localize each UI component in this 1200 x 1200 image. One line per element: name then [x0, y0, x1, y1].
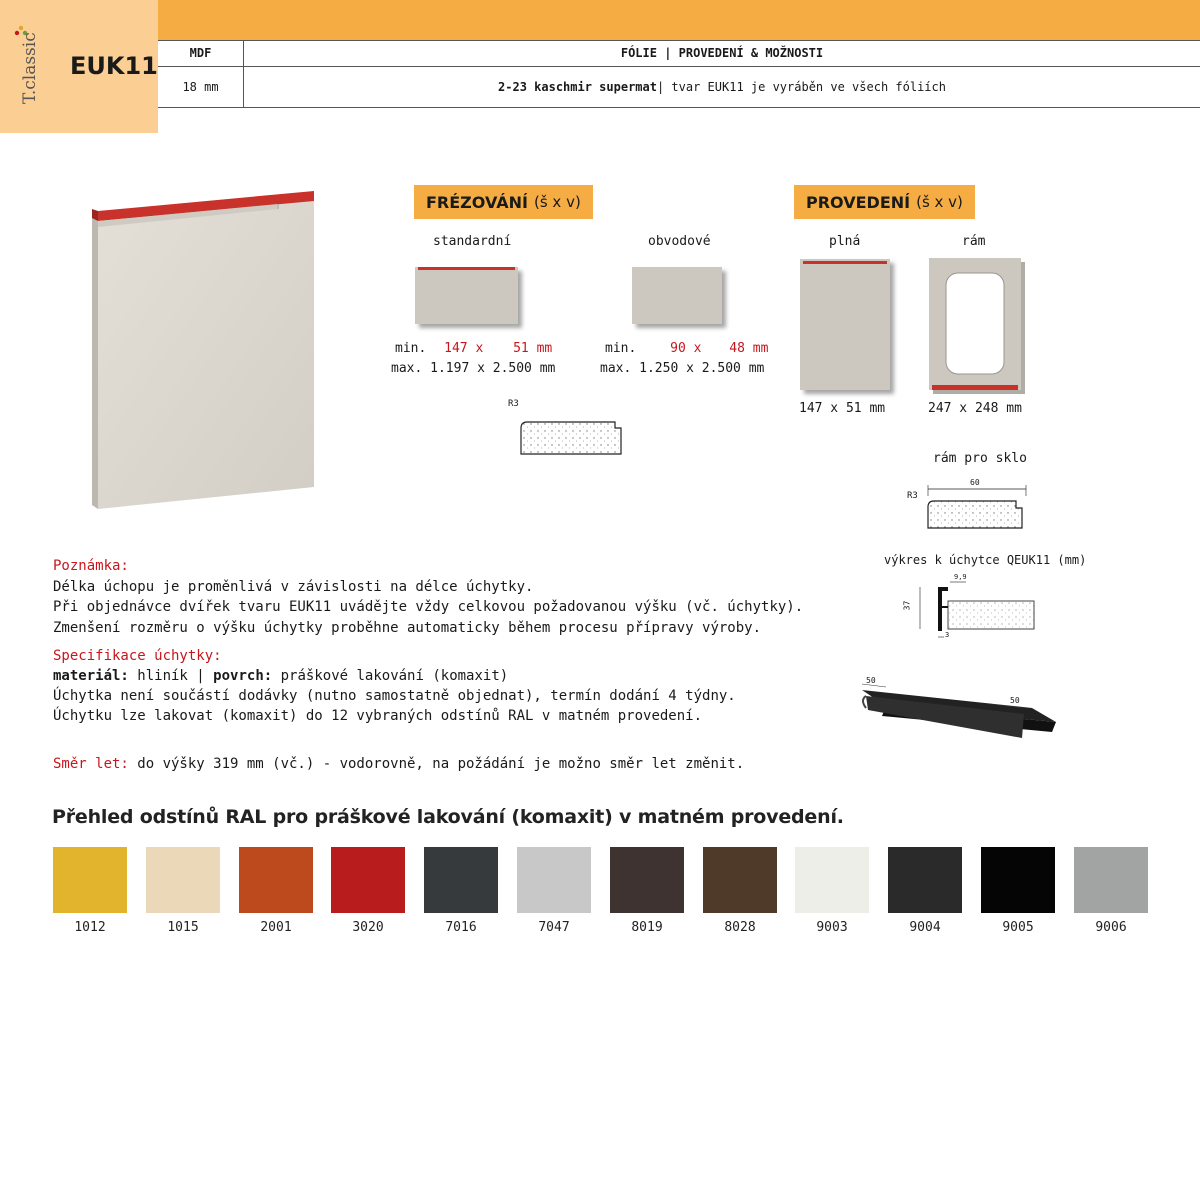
- ral-swatch-7016: [424, 847, 498, 913]
- provedeni-tag-sub: (š x v): [916, 193, 963, 211]
- frezovani-tag-title: FRÉZOVÁNÍ: [426, 192, 528, 212]
- spec-line: Úchytka není součástí dodávky (nutno samostatně objednat), termín dodání 4 týdny.: [53, 688, 736, 704]
- frezovani-tag-sub: (š x v): [533, 193, 581, 211]
- ram-sklo-r3-label: R3: [907, 491, 918, 501]
- poznamka-line: Zmenšení rozměru o výšku úchytky proběhne automaticky během procesu přípravy výroby.: [53, 620, 762, 636]
- spec-material-line: [53, 668, 508, 684]
- ral-swatch-1012: [53, 847, 127, 913]
- ral-swatch-code: 7016: [445, 920, 477, 935]
- ral-swatch-code: 2001: [260, 920, 292, 935]
- standard-panel-handle: [418, 267, 515, 270]
- ram-sklo-label: rám pro sklo: [933, 451, 1027, 466]
- ram-sklo-width-label: 60: [970, 478, 980, 487]
- obvodove-min-w: 90 x: [670, 341, 702, 356]
- plna-label: plná: [829, 234, 861, 249]
- plna-panel: [800, 259, 890, 390]
- model-code: EUK11: [70, 52, 158, 80]
- poznamka-line: Délka úchopu je proměnlivá v závislosti na délce úchytky.: [53, 579, 534, 595]
- obvodove-max: max. 1.250 x 2.500 mm: [600, 361, 765, 376]
- door-image: [92, 187, 332, 517]
- spec-line: Úchytku lze lakovat (komaxit) do 12 vybraných odstínů RAL v matném provedení.: [53, 708, 703, 724]
- spec-table: [158, 40, 1200, 108]
- standard-min-w: 147 x: [444, 341, 484, 356]
- logo-text: T.classic: [20, 32, 40, 104]
- drawing-dim-bottom: 3: [945, 631, 950, 639]
- ral-swatch-code: 9003: [816, 920, 848, 935]
- ral-swatch-9005: [981, 847, 1055, 913]
- ral-swatch-9006: [1074, 847, 1148, 913]
- handle-dim-right: 50: [1010, 696, 1020, 705]
- profile-drawing: [515, 415, 627, 459]
- spec-material-label: materiál:: [53, 668, 129, 684]
- spec-material-value: hliník: [128, 668, 188, 684]
- ral-swatch-9004: [888, 847, 962, 913]
- ral-swatch-code: 9004: [909, 920, 941, 935]
- handle-profile-drawing: [902, 573, 1040, 651]
- smer-text: do výšky 319 mm (vč.) - vodorovně, na požádání je možno směr let změnit.: [128, 756, 745, 772]
- ram-label: rám: [962, 234, 986, 249]
- ral-swatch-code: 8028: [724, 920, 756, 935]
- drawing-title: výkres k úchytce QEUK11 (mm): [884, 553, 1087, 567]
- standard-min: [395, 341, 552, 356]
- obvodove-min-prefix: min.: [605, 341, 637, 356]
- obvodove-min-h: 48 mm: [729, 341, 769, 356]
- brand-logo: [14, 24, 44, 110]
- standard-min-prefix: min.: [395, 341, 427, 356]
- spec-separator: |: [187, 668, 214, 684]
- profile-r3-label: R3: [508, 399, 519, 409]
- provedeni-tag: [794, 185, 975, 219]
- spec-heading: Specifikace úchytky:: [53, 648, 222, 664]
- header-band: [158, 0, 1200, 40]
- handle-dim-left: 50: [866, 676, 876, 685]
- ral-swatch-8028: [703, 847, 777, 913]
- poznamka-line: Při objednávce dvířek tvaru EUK11 uvádějte vždy celkovou požadovanou výšku (vč. úchytky).: [53, 599, 804, 615]
- provedeni-tag-title: PROVEDENÍ: [806, 192, 911, 212]
- table-divider: [158, 107, 1200, 108]
- ral-swatch-1015: [146, 847, 220, 913]
- ral-swatch-7047: [517, 847, 591, 913]
- folie-header: FÓLIE | PROVEDENÍ & MOŽNOSTI: [620, 46, 824, 60]
- ram-dims: 247 x 248 mm: [928, 401, 1022, 416]
- smer-label: Směr let:: [53, 756, 129, 772]
- spec-surface-value: práškové lakování (komaxit): [272, 668, 509, 684]
- poznamka-heading: Poznámka:: [53, 558, 129, 574]
- obvodove-panel: [632, 267, 722, 324]
- ral-swatch-code: 8019: [631, 920, 663, 935]
- spec-surface-label: povrch:: [213, 668, 273, 684]
- drawing-dim-top: 9,9: [954, 573, 967, 581]
- mdf-value: 18 mm: [182, 80, 219, 94]
- ral-swatch-2001: [239, 847, 313, 913]
- folie-value: [244, 67, 1200, 107]
- plna-panel-handle: [803, 261, 887, 264]
- folie-value-rest: | tvar EUK11 je vyráběn ve všech fóliích: [656, 80, 946, 94]
- ral-swatch-code: 1012: [74, 920, 106, 935]
- obvodove-label: obvodové: [648, 234, 711, 249]
- drawing-dim-side: 37: [902, 600, 912, 611]
- standard-label: standardní: [433, 234, 512, 249]
- standard-panel: [415, 267, 518, 324]
- ral-swatch-code: 9005: [1002, 920, 1034, 935]
- ral-swatch-code: 3020: [352, 920, 384, 935]
- obvodove-min: [605, 341, 768, 356]
- ral-swatch-3020: [331, 847, 405, 913]
- ral-swatch-code: 9006: [1095, 920, 1127, 935]
- ral-swatch-8019: [610, 847, 684, 913]
- mdf-header: MDF: [189, 46, 212, 60]
- ral-swatch-code: 7047: [538, 920, 570, 935]
- ral-swatch-code: 1015: [167, 920, 199, 935]
- ram-panel: [929, 258, 1027, 396]
- standard-min-h: 51 mm: [513, 341, 553, 356]
- smer-line: [53, 756, 744, 772]
- standard-max: max. 1.197 x 2.500 mm: [391, 361, 556, 376]
- handle-image: [856, 670, 1060, 748]
- ral-swatch-9003: [795, 847, 869, 913]
- frezovani-tag: [414, 185, 593, 219]
- folie-value-bold: 2-23 kaschmir supermat: [498, 80, 657, 94]
- ral-title: Přehled odstínů RAL pro práškové lakování (komaxit) v matném provedení.: [52, 806, 844, 828]
- plna-dims: 147 x 51 mm: [799, 401, 886, 416]
